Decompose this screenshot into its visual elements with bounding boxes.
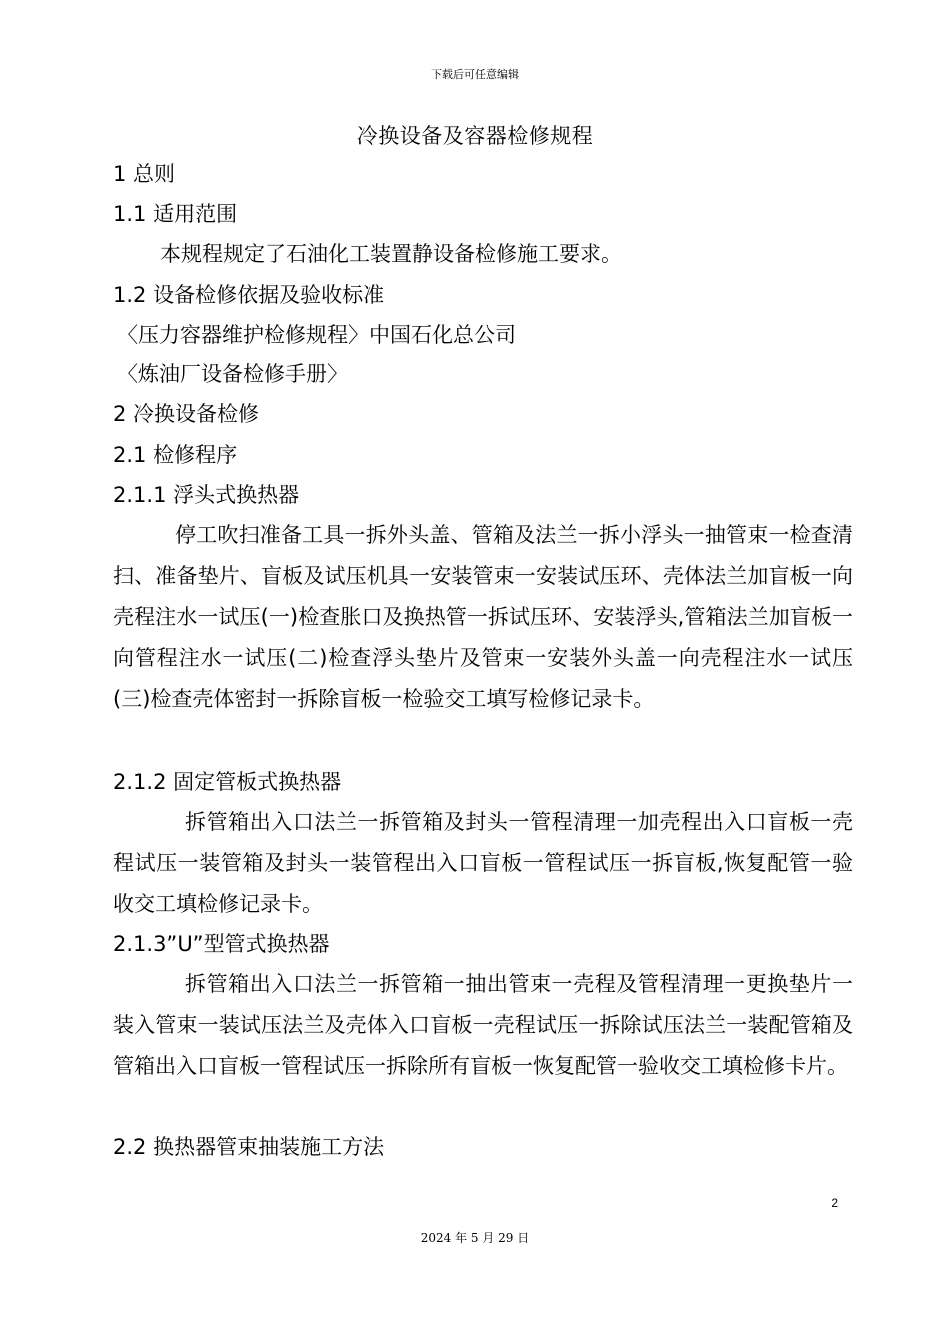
section-1-heading: 1 总则 bbox=[113, 162, 176, 186]
section-2-1-2-text: 拆管箱出入口法兰一拆管箱及封头一管程清理一加壳程出入口盲板一壳程试压一装管箱及封头一装管程出入口盲板一管程试压一拆盲板,恢复配管一验收交工填检修记录卡。 bbox=[113, 810, 853, 916]
section-2-1-2-heading: 2.1.2 固定管板式换热器 bbox=[113, 770, 342, 794]
section-2-1-1-heading: 2.1.1 浮头式换热器 bbox=[113, 483, 300, 507]
footer-date: 2024 年 5 月 29 日 bbox=[420, 1231, 530, 1245]
document-title: 冷换设备及容器检修规程 bbox=[356, 124, 594, 148]
reference-2: 〈炼油厂设备检修手册〉 bbox=[117, 362, 348, 386]
section-2-1-heading: 2.1 检修程序 bbox=[113, 443, 238, 467]
section-2-heading: 2 冷换设备检修 bbox=[113, 402, 260, 426]
section-1-1-heading: 1.1 适用范围 bbox=[113, 202, 238, 226]
reference-1: 〈压力容器维护检修规程〉中国石化总公司 bbox=[117, 323, 516, 347]
section-2-1-1-text: 停工吹扫准备工具一拆外头盖、管箱及法兰一拆小浮头一抽管束一检查清扫、准备垫片、盲板及试压机具一安装管束一安装试压环、壳体法兰加盲板一向壳程注水一试压(一)检查胀口及换热管一拆试压环、安装浮头,管箱法兰加盲板一向管程注水一试压(二)检查浮头垫片及管束一安装外头盖一向壳程注水一试压(三)检查壳体密封一拆除盲板一检验交工填写检修记录卡。 bbox=[113, 523, 853, 711]
section-2-2-heading: 2.2 换热器管束抽装施工方法 bbox=[113, 1135, 385, 1159]
header-note: 下载后可任意编辑 bbox=[431, 68, 519, 81]
section-1-2-heading: 1.2 设备检修依据及验收标准 bbox=[113, 283, 385, 307]
page-number: 2 bbox=[831, 1196, 838, 1210]
section-1-1-text: 本规程规定了石油化工装置静设备检修施工要求。 bbox=[160, 242, 622, 266]
section-2-1-3-heading: 2.1.3”U”型管式换热器 bbox=[113, 932, 330, 956]
section-2-1-3-text: 拆管箱出入口法兰一拆管箱一抽出管束一壳程及管程清理一更换垫片一装入管束一装试压法兰及壳体入口盲板一壳程试压一拆除试压法兰一装配管箱及管箱出入口盲板一管程试压一拆除所有盲板一恢复配管一验收交工填检修卡片。 bbox=[113, 972, 853, 1078]
